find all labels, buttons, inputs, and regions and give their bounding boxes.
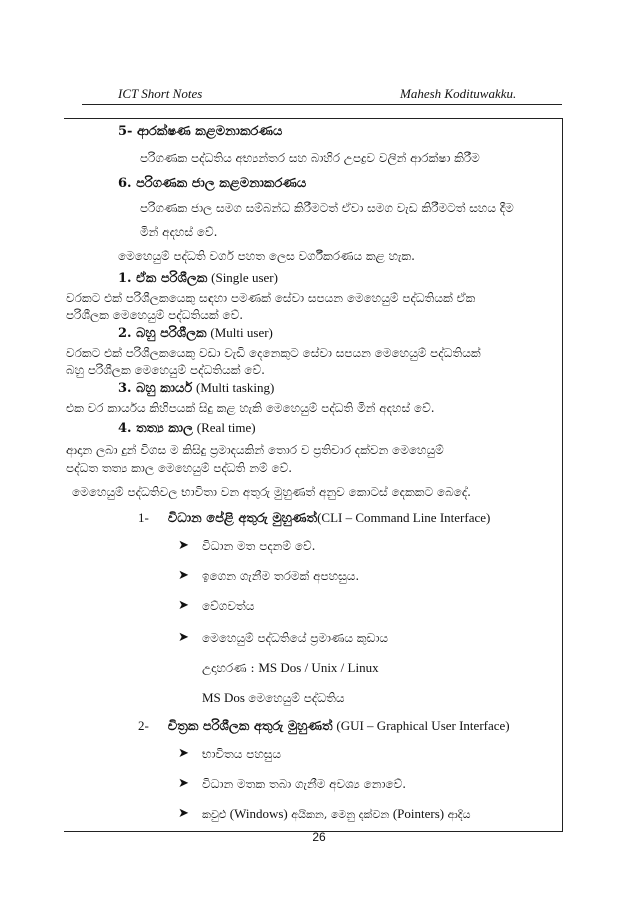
section-5-body: පරිගණක පද්ධතිය අභ්‍යන්තර සහ බාහිර උපද්‍රව වලින් ආරක්ෂා කිරීම <box>140 151 480 165</box>
gui-heading: චිත්‍රක පරිශීලක අතුරු මුහුණත් <box>167 719 333 734</box>
cli-example-values: MS Dos / Unix / Linux <box>258 660 379 675</box>
cli-english: (CLI – Command Line Interface) <box>317 510 491 525</box>
cli-number: 1- <box>138 510 149 525</box>
type-1-body-line1: වරකට එක් පරිශීලකයෙකු සඳහා පමණක් සේවා සපයන මෙහෙයුම් පද්ධතියක් ඒක <box>66 291 476 305</box>
gui-heading-line <box>138 718 510 735</box>
type-4-body-line1: ආදාන ලබා දුන් විගස ම කිසිදු ප්‍රමාදයකින් තොර ව ප්‍රතිචාර දක්වන මෙහෙයුම් <box>66 443 444 457</box>
type-3-english: (Multi tasking) <box>196 380 275 395</box>
gui-b3-windows-en: (Windows) <box>229 806 288 821</box>
page-number: 26 <box>312 830 326 844</box>
arrow-bullet-icon: ➤ <box>178 806 189 821</box>
gui-bullet-1: භාවිතය පහසුය <box>202 747 282 761</box>
gui-b3-etc: ආදිය <box>447 808 471 821</box>
type-4-heading-line <box>118 420 256 437</box>
cli-msdos-en: MS Dos <box>202 690 249 705</box>
arrow-bullet-icon: ➤ <box>178 630 189 645</box>
type-2-heading: 2. බහු පරිශීලක <box>118 326 207 341</box>
gui-b3-windows-si: කවුළු <box>202 808 227 821</box>
type-2-body-line1: වරකට එක් පරිශීලකයෙකු වඩා වැඩි දෙනෙකුට සේවා සපයන මෙහෙයුම් පද්ධතියක් <box>66 346 481 360</box>
section-6-body-line1: පරිගණක ජාල සමග සම්බන්ධ කිරීමටත් ඒවා සමග වැඩ කිරීමටත් සහය දීම <box>140 201 514 215</box>
gui-bullet-2: විධාන මතක තබා ගැනීම අවශ්‍ය නොවේ. <box>202 777 407 791</box>
cli-msdos-si: මෙහෙයුම් පද්ධතිය <box>248 691 345 705</box>
cli-heading: විධාන පේළි අතුරු මුහුණත් <box>167 511 318 526</box>
section-6-body-line2: මින් අදහස් වේ. <box>140 225 218 239</box>
type-1-english: (Single user) <box>211 270 278 285</box>
gui-english: (GUI – Graphical User Interface) <box>336 718 510 733</box>
type-1-heading-line <box>118 270 278 287</box>
type-1-heading: 1. ඒක පරිශීලක <box>118 271 208 286</box>
gui-b3-pointers-en: (Pointers) <box>392 806 445 821</box>
type-4-heading: 4. තත්‍ය කාල <box>118 421 193 436</box>
type-2-english: (Multi user) <box>210 325 273 340</box>
arrow-bullet-icon: ➤ <box>178 538 189 553</box>
type-1-body-line2: පරිශීලක මෙහෙයුම් පද්ධතියක් වේ. <box>66 308 244 322</box>
type-3-heading-line <box>118 380 274 397</box>
type-3-heading: 3. බහු කාර්ය <box>118 381 193 396</box>
header-right: Mahesh Kodituwakku. <box>400 86 517 101</box>
os-classification-text: මෙහෙයුම් පද්ධති වර්ග පහත ලෙස වර්ගීකරණය කළ හැක. <box>118 249 415 263</box>
cli-bullet-4: මෙහෙයුම් පද්ධතියේ ප්‍රමාණය කුඩාය <box>202 631 389 645</box>
gui-bullet-3-line1 <box>202 806 471 823</box>
arrow-bullet-icon: ➤ <box>178 746 189 761</box>
arrow-bullet-icon: ➤ <box>178 776 189 791</box>
header-left: ICT Short Notes <box>118 86 203 101</box>
gui-number: 2- <box>138 718 149 733</box>
cli-bullet-2: ඉගෙන ගැනීම තරමක් අපහසුය. <box>202 569 360 583</box>
cli-example-line <box>202 660 379 676</box>
section-6-heading: 6. පරිගණක ජාල කළමනාකරණය <box>118 176 307 191</box>
arrow-bullet-icon: ➤ <box>178 568 189 583</box>
gui-b3-menus: මෙනු <box>330 808 356 821</box>
type-2-body-line2: බහු පරිශීලක මෙහෙයුම් පද්ධතියක් වේ. <box>66 363 265 377</box>
interface-intro: මෙහෙයුම් පද්ධතිවල භාවිතා වන අතුරු මුහුණත් අනුව කොටස් දෙකකට බෙදේ. <box>72 485 471 499</box>
type-4-body-line2: පද්ධත තත්‍ය කාල මෙහෙයුම් පද්ධති නම් වේ. <box>66 461 293 475</box>
type-2-heading-line <box>118 325 273 342</box>
gui-b3-icons: අයිකන, <box>291 808 328 821</box>
header-rule <box>82 104 562 105</box>
type-3-body: එක වර කාර්යය කිහිපයක් සිදු කළ හැකි මෙහෙයුම් පද්ධති මින් අදහස් වේ. <box>66 401 435 415</box>
arrow-bullet-icon: ➤ <box>178 598 189 613</box>
cli-heading-line <box>138 510 490 527</box>
cli-example-label: උදාහරණ : <box>202 661 259 675</box>
gui-b3-pointers-si: දක්වන <box>358 808 390 821</box>
cli-bullet-1: විධාන මත පදනම් වේ. <box>202 539 316 553</box>
section-5-heading: 5- ආරක්ෂණ කළමනාකරණය <box>118 124 283 139</box>
cli-msdos-line <box>202 690 344 706</box>
type-4-english: (Real time) <box>196 420 256 435</box>
cli-bullet-3: වේගවත්ය <box>202 599 255 613</box>
